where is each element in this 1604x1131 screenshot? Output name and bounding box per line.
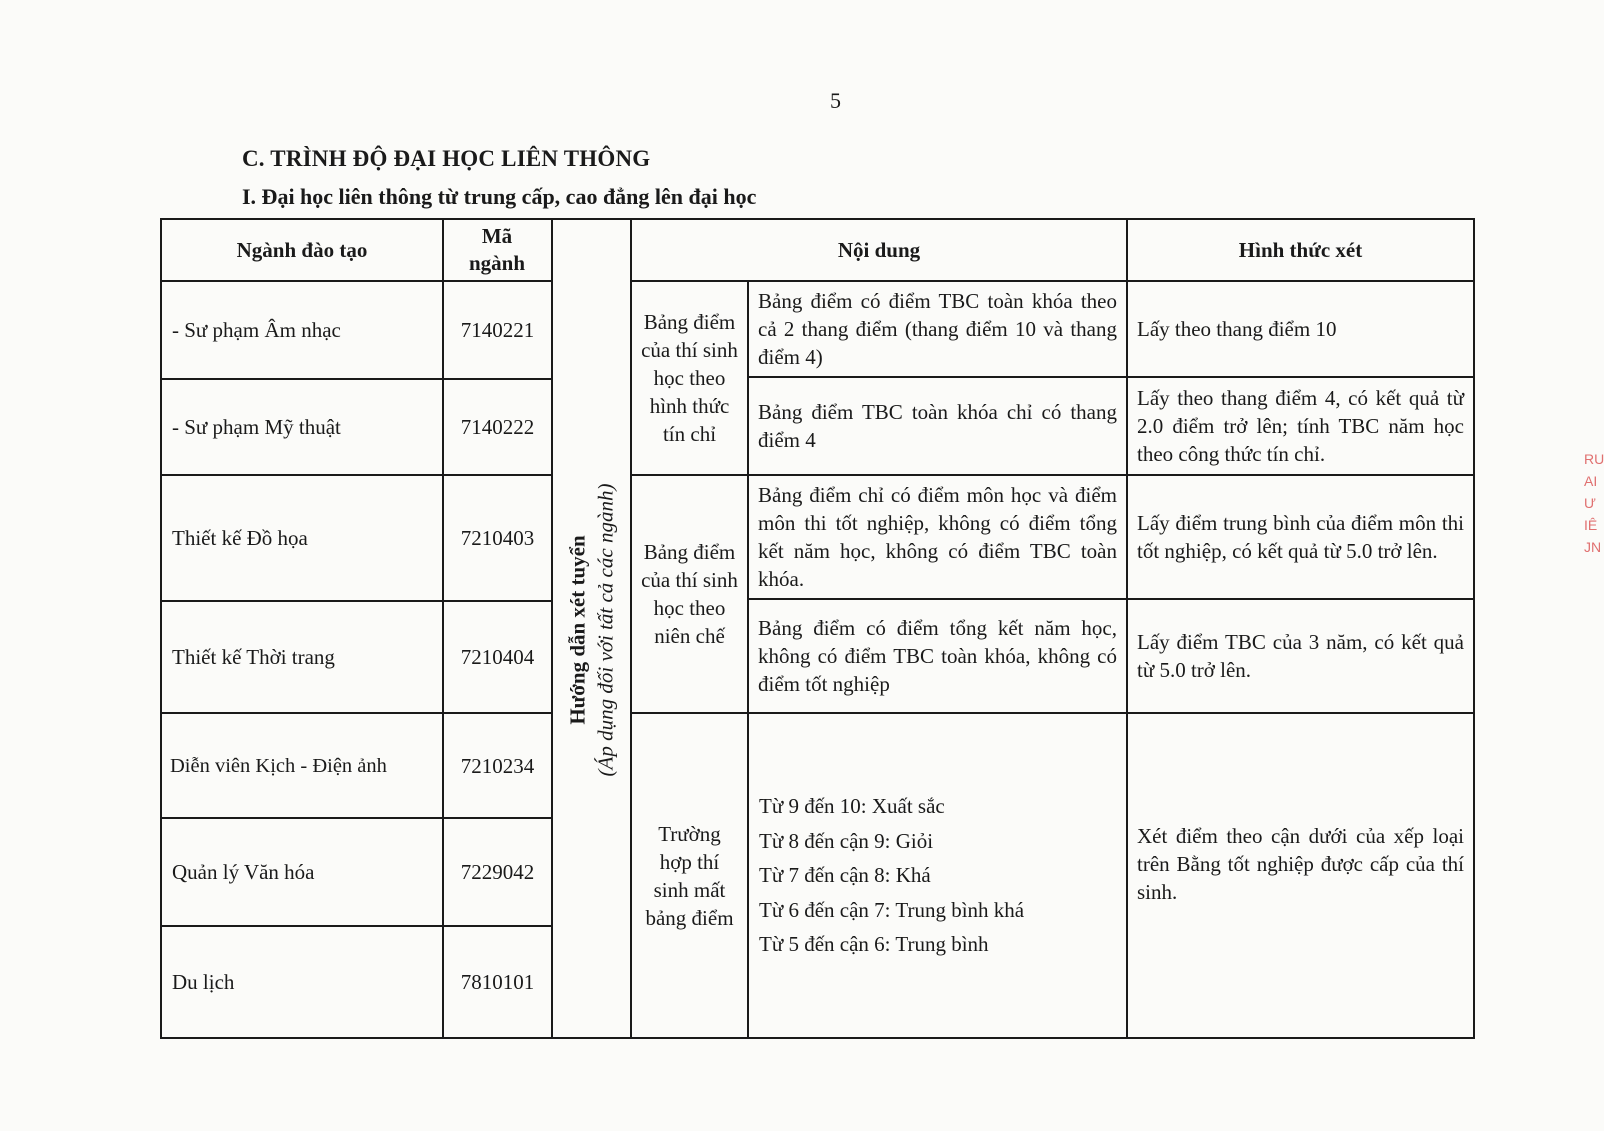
header-content: Nội dung [837,238,921,262]
subsection-title: I. Đại học liên thông từ trung cấp, cao đẳng lên đại học [242,184,757,209]
method-cell: Lấy theo thang điểm 10 [1137,317,1337,341]
group-label: Trường hợp thí sinh mất bảng điểm [645,821,734,930]
major-code: 7140222 [460,415,535,439]
major-name: Quản lý Văn hóa [172,860,315,884]
grade-scale-item: Từ 8 đến cận 9: Giỏi [759,828,934,853]
major-name: Thiết kế Đồ họa [172,526,308,550]
major-code: 7140221 [460,318,535,342]
header-method: Hình thức xét [1238,238,1363,262]
grade-scale-item: Từ 7 đến cận 8: Khá [759,863,931,888]
header-major: Ngành đào tạo [236,238,368,262]
grade-scale-item: Từ 5 đến cận 6: Trung bình [759,932,989,957]
section-title: C. TRÌNH ĐỘ ĐẠI HỌC LIÊN THÔNG [242,146,651,171]
group-label: Bảng điểm của thí sinh học theo hình thức tín chỉ [641,310,738,446]
major-code: 7210404 [460,645,535,669]
major-name: Du lịch [172,970,235,994]
grade-scale-item: Từ 6 đến cận 7: Trung bình khá [759,897,1025,922]
content-cell: Bảng điểm chỉ có điểm môn học và điểm môn thi tốt nghiệp, không có điểm tổng kết năm học, không có điểm TBC toàn khóa. [758,483,1117,591]
major-name: - Sư phạm Mỹ thuật [172,415,341,439]
major-name: Diễn viên Kịch - Điện ảnh [170,754,387,777]
content-cell: Bảng điểm có điểm tổng kết năm học, không có điểm TBC toàn khóa, không có điểm tốt nghiệp [758,616,1117,696]
grade-scale-list [749,714,1126,1037]
content-cell: Bảng điểm có điểm TBC toàn khóa theo cả 2 thang điểm (thang điểm 10 và thang điểm 4) [758,289,1117,369]
major-code: 7210234 [460,753,535,778]
vertical-subtitle: (Áp dụng đối với tất cả các ngành) [593,483,618,777]
red-stamp-fragment: RU AI Ư IÊ JN [1584,451,1604,555]
major-code: 7229042 [460,860,535,884]
major-code: 7810101 [460,970,535,994]
vertical-title: Hướng dẫn xét tuyển [565,535,590,725]
major-name: - Sư phạm Âm nhạc [172,318,341,342]
content-cell: Bảng điểm TBC toàn khóa chỉ có thang điểm 4 [758,400,1117,452]
method-cell: Lấy theo thang điểm 4, có kết quả từ 2.0 điểm trở lên; tính TBC năm học theo công thức tín chỉ. [1137,386,1464,466]
grade-method-cell: Xét điểm theo cận dưới của xếp loại trên Bằng tốt nghiệp được cấp của thí sinh. [1137,824,1464,904]
page-number: 5 [830,88,841,113]
group-label: Bảng điểm của thí sinh học theo niên chế [641,540,738,648]
major-code: 7210403 [460,526,535,550]
major-name: Thiết kế Thời trang [172,645,335,669]
admission-guide-vertical-label [553,220,630,1040]
grade-scale-item: Từ 9 đến 10: Xuất sắc [759,794,945,819]
header-code: Mã ngành [468,224,526,275]
method-cell: Lấy điểm trung bình của điểm môn thi tốt nghiệp, có kết quả từ 5.0 trở lên. [1137,511,1464,563]
method-cell: Lấy điểm TBC của 3 năm, có kết quả từ 5.0 trở lên. [1137,630,1464,682]
